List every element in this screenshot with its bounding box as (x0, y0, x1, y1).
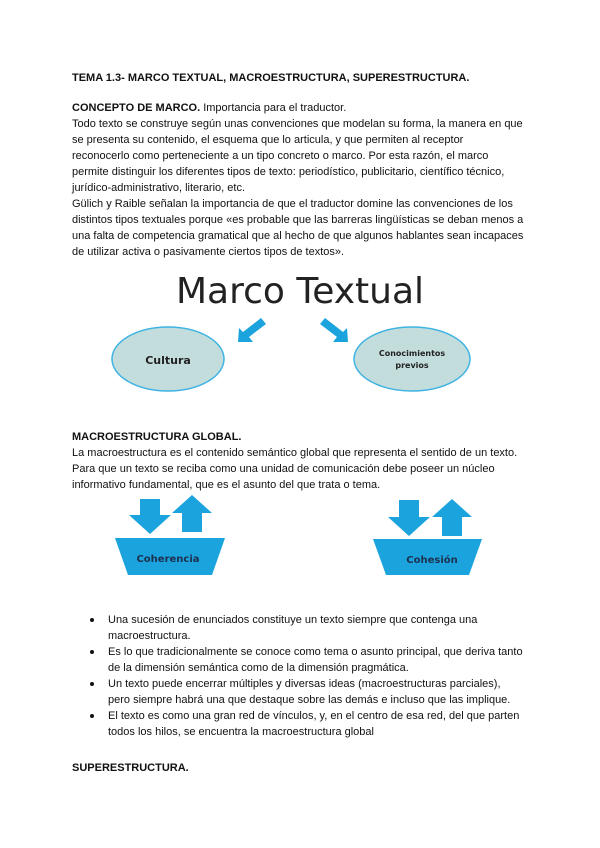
text-line: Un texto puede encerrar múltiples y diversas ideas (macroestructuras parciales), (108, 678, 501, 690)
arrow-up-icon (172, 495, 212, 532)
text-line: macroestructura. (108, 630, 191, 642)
text-line: todos los hilos, se encuentra la macroestructura global (108, 726, 374, 738)
cohesion-label: Cohesión (406, 555, 458, 566)
text-line: de utilizar activa o pasivamente ciertos tipos de textos». (72, 246, 345, 258)
arrow-down-icon (388, 500, 430, 536)
text-line: Todo texto se construye según unas convenciones que modelan su forma, la manera en que (72, 118, 523, 130)
text-line: permite distinguir los diferentes tipos de texto: periodístico, publicitario, científico técnico, (72, 166, 505, 178)
bullet-icon (90, 618, 94, 622)
text-line: Es lo que tradicionalmente se conoce como tema o asunto principal, que deriva tanto (108, 646, 523, 658)
concepto-subheading: Importancia para el traductor. (200, 102, 347, 114)
cultura-label: Cultura (145, 354, 191, 367)
macro-paragraph (72, 445, 517, 493)
text-line: El texto es como una gran red de vínculos, y, en el centro de esa red, del que parten (108, 710, 520, 722)
text-line: pero siempre habrá una que destaque sobre las demás e incluso que las implique. (108, 694, 511, 706)
text-line: informativo fundamental, que es el asunto del que trata o tema. (72, 479, 381, 491)
text-line: La macroestructura es el contenido semántico global que representa el sentido de un texto. (72, 447, 518, 459)
marco-textual-title: Marco Textual (175, 271, 425, 312)
text-line: jurídico-administrativo, literario, etc. (72, 182, 246, 194)
text-line: distintos tipos textuales porque «es probable que las barreras lingüísticas se deban menos a (72, 214, 524, 226)
arrow-up-icon (432, 499, 472, 536)
concepto-heading: CONCEPTO DE MARCO. (72, 102, 201, 114)
conocimientos-label: Conocimientos (378, 349, 446, 358)
conocimientos-ellipse (354, 327, 470, 391)
document-title: TEMA 1.3- MARCO TEXTUAL, MACROESTRUCTURA, SUPERESTRUCTURA. (72, 72, 470, 84)
bullet-icon (90, 714, 94, 718)
coherencia-label: Coherencia (136, 554, 200, 565)
text-line: se presenta su contenido, el esquema que lo articula, y que permiten al receptor (72, 134, 464, 146)
bullet-icon (90, 650, 94, 654)
bullet-icon (90, 682, 94, 686)
text-line: de la dimensión semántica como de la dimensión pragmática. (108, 662, 409, 674)
arrow-down-right-icon (320, 318, 348, 342)
macro-heading: MACROESTRUCTURA GLOBAL. (72, 431, 242, 443)
text-line: una falta de competencia gramatical que al hecho de que algunos hablantes sean incapaces (72, 230, 524, 242)
previos-label: previos (395, 361, 429, 370)
text-line: Gülich y Raible señalan la importancia de que el traductor domine las convenciones de los (72, 198, 513, 210)
text-line: Una sucesión de enunciados constituye un texto siempre que contenga una (108, 614, 478, 626)
superestructura-heading: SUPERESTRUCTURA. (72, 762, 189, 774)
text-line: reconocerlo como perteneciente a un tipo concreto o marco. Por esta razón, el marco (72, 150, 489, 162)
arrow-down-left-icon (238, 318, 266, 342)
text-line: Para que un texto se reciba como una unidad de comunicación debe poseer un núcleo (72, 463, 495, 475)
arrow-down-icon (129, 499, 171, 534)
